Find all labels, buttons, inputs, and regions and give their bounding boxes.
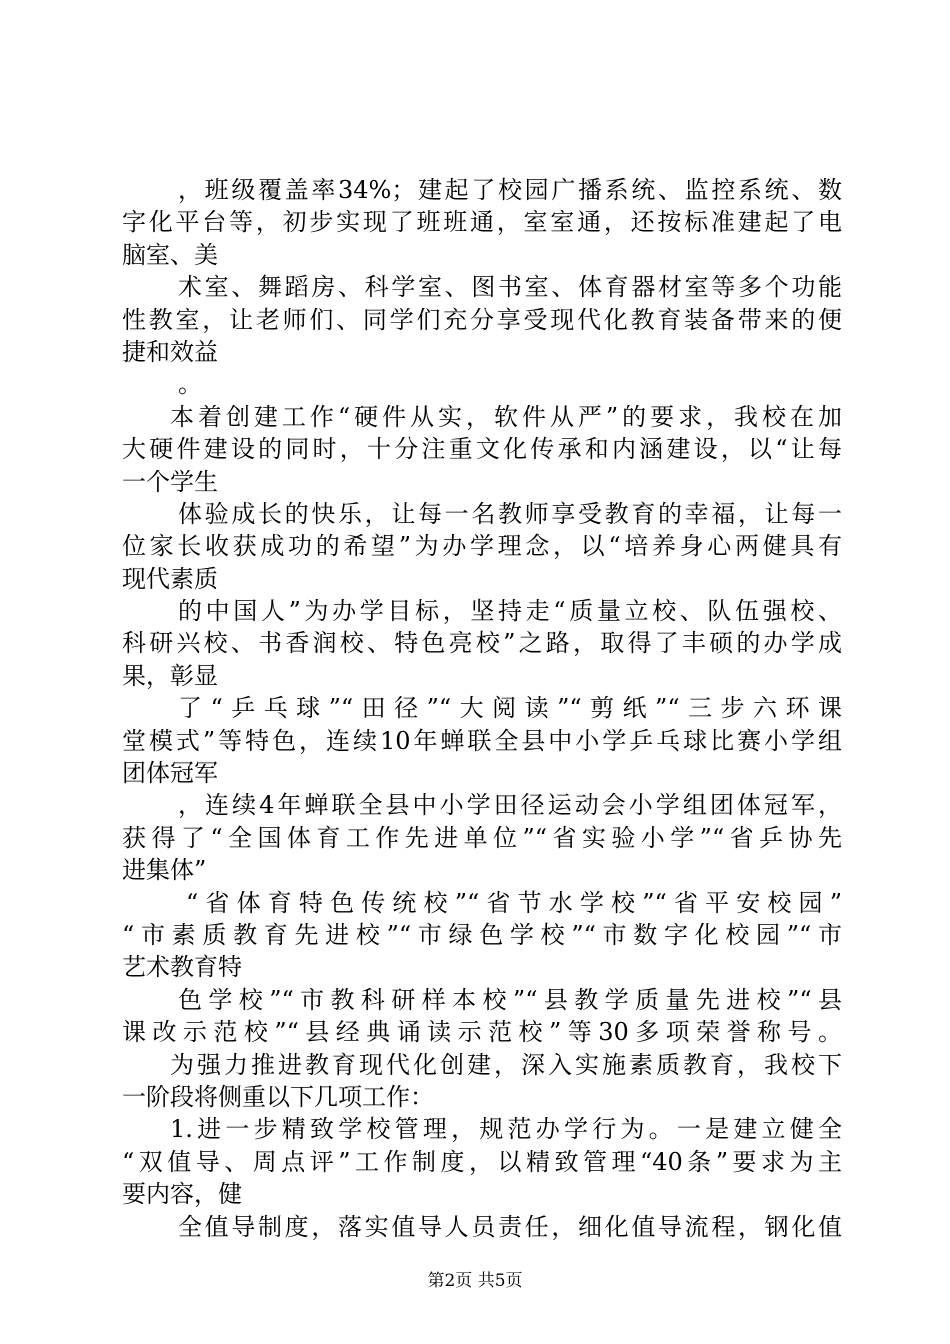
text-line: 团体冠军 <box>122 759 218 788</box>
text-line: 性教室，让老师们、同学们充分享受现代化教育装备带来的便 <box>122 305 842 334</box>
text-line: 色学校”“市教科研样本校”“县教学质量先进校”“县 <box>178 985 842 1014</box>
text-line: 的中国人”为办学目标，坚持走“质量立校、队伍强校、 <box>178 597 842 626</box>
text-line: 为强力推进教育现代化创建，深入实施素质教育，我校下 <box>170 1050 842 1079</box>
page-footer <box>0 1270 950 1292</box>
text-line: 术室、舞蹈房、科学室、图书室、体育器材室等多个功能 <box>178 273 842 302</box>
page-number-label: 第2页 共5页 <box>427 1271 523 1291</box>
text-line: 进集体” <box>122 856 207 885</box>
text-line: 脑室、美 <box>122 240 218 269</box>
text-line: 捷和效益 <box>122 337 218 366</box>
text-line: 了“乒乓球”“田径”“大阅读”“剪纸”“三步六环课 <box>178 694 842 723</box>
text-line: 。 <box>178 370 202 399</box>
text-line: 本着创建工作“硬件从实，软件从严”的要求，我校在加 <box>170 402 842 431</box>
text-line: 大硬件建设的同时，十分注重文化传承和内涵建设，以“让每 <box>122 435 842 464</box>
text-line: ，班级覆盖率34%；建起了校园广播系统、监控系统、数 <box>178 176 842 204</box>
text-line: 科研兴校、书香润校、特色亮校”之路，取得了丰硕的办学成 <box>122 629 842 658</box>
text-line: “双值导、周点评”工作制度，以精致管理“40条”要求为主 <box>122 1147 842 1176</box>
text-line: 堂模式”等特色，连续10年蝉联全县中小学乒乓球比赛小学组 <box>122 726 842 755</box>
text-line: 体验成长的快乐，让每一名教师享受教育的幸福，让每一 <box>178 499 842 528</box>
text-line: 全值导制度，落实值导人员责任，细化值导流程，钢化值 <box>178 1212 842 1241</box>
text-line: 果，彰显 <box>122 661 218 690</box>
text-line: 位家长收获成功的希望”为办学理念，以“培养身心两健具有 <box>122 532 842 561</box>
text-line: “省体育特色传统校”“省节水学校”“省平安校园” <box>186 888 842 917</box>
text-line: 艺术教育特 <box>122 953 242 982</box>
text-line: “市素质教育先进校”“市绿色学校”“市数字化校园”“市 <box>122 920 842 949</box>
text-line: 一阶段将侧重以下几项工作： <box>122 1082 434 1111</box>
text-line: 课改示范校”“县经典诵读示范校”等30多项荣誉称号。 <box>122 1018 842 1047</box>
text-line: 现代素质 <box>122 564 218 593</box>
text-line: 要内容，健 <box>122 1180 242 1209</box>
text-line: 一个学生 <box>122 467 218 496</box>
text-line: 字化平台等，初步实现了班班通，室室通，还按标准建起了电 <box>122 208 842 237</box>
text-line: 获得了“全国体育工作先进单位”“省实验小学”“省乒协先 <box>122 823 842 852</box>
document-body <box>122 174 842 1243</box>
text-line: ，连续4年蝉联全县中小学田径运动会小学组团体冠军， <box>178 791 842 820</box>
text-line: 1.进一步精致学校管理，规范办学行为。一是建立健全 <box>170 1115 842 1144</box>
